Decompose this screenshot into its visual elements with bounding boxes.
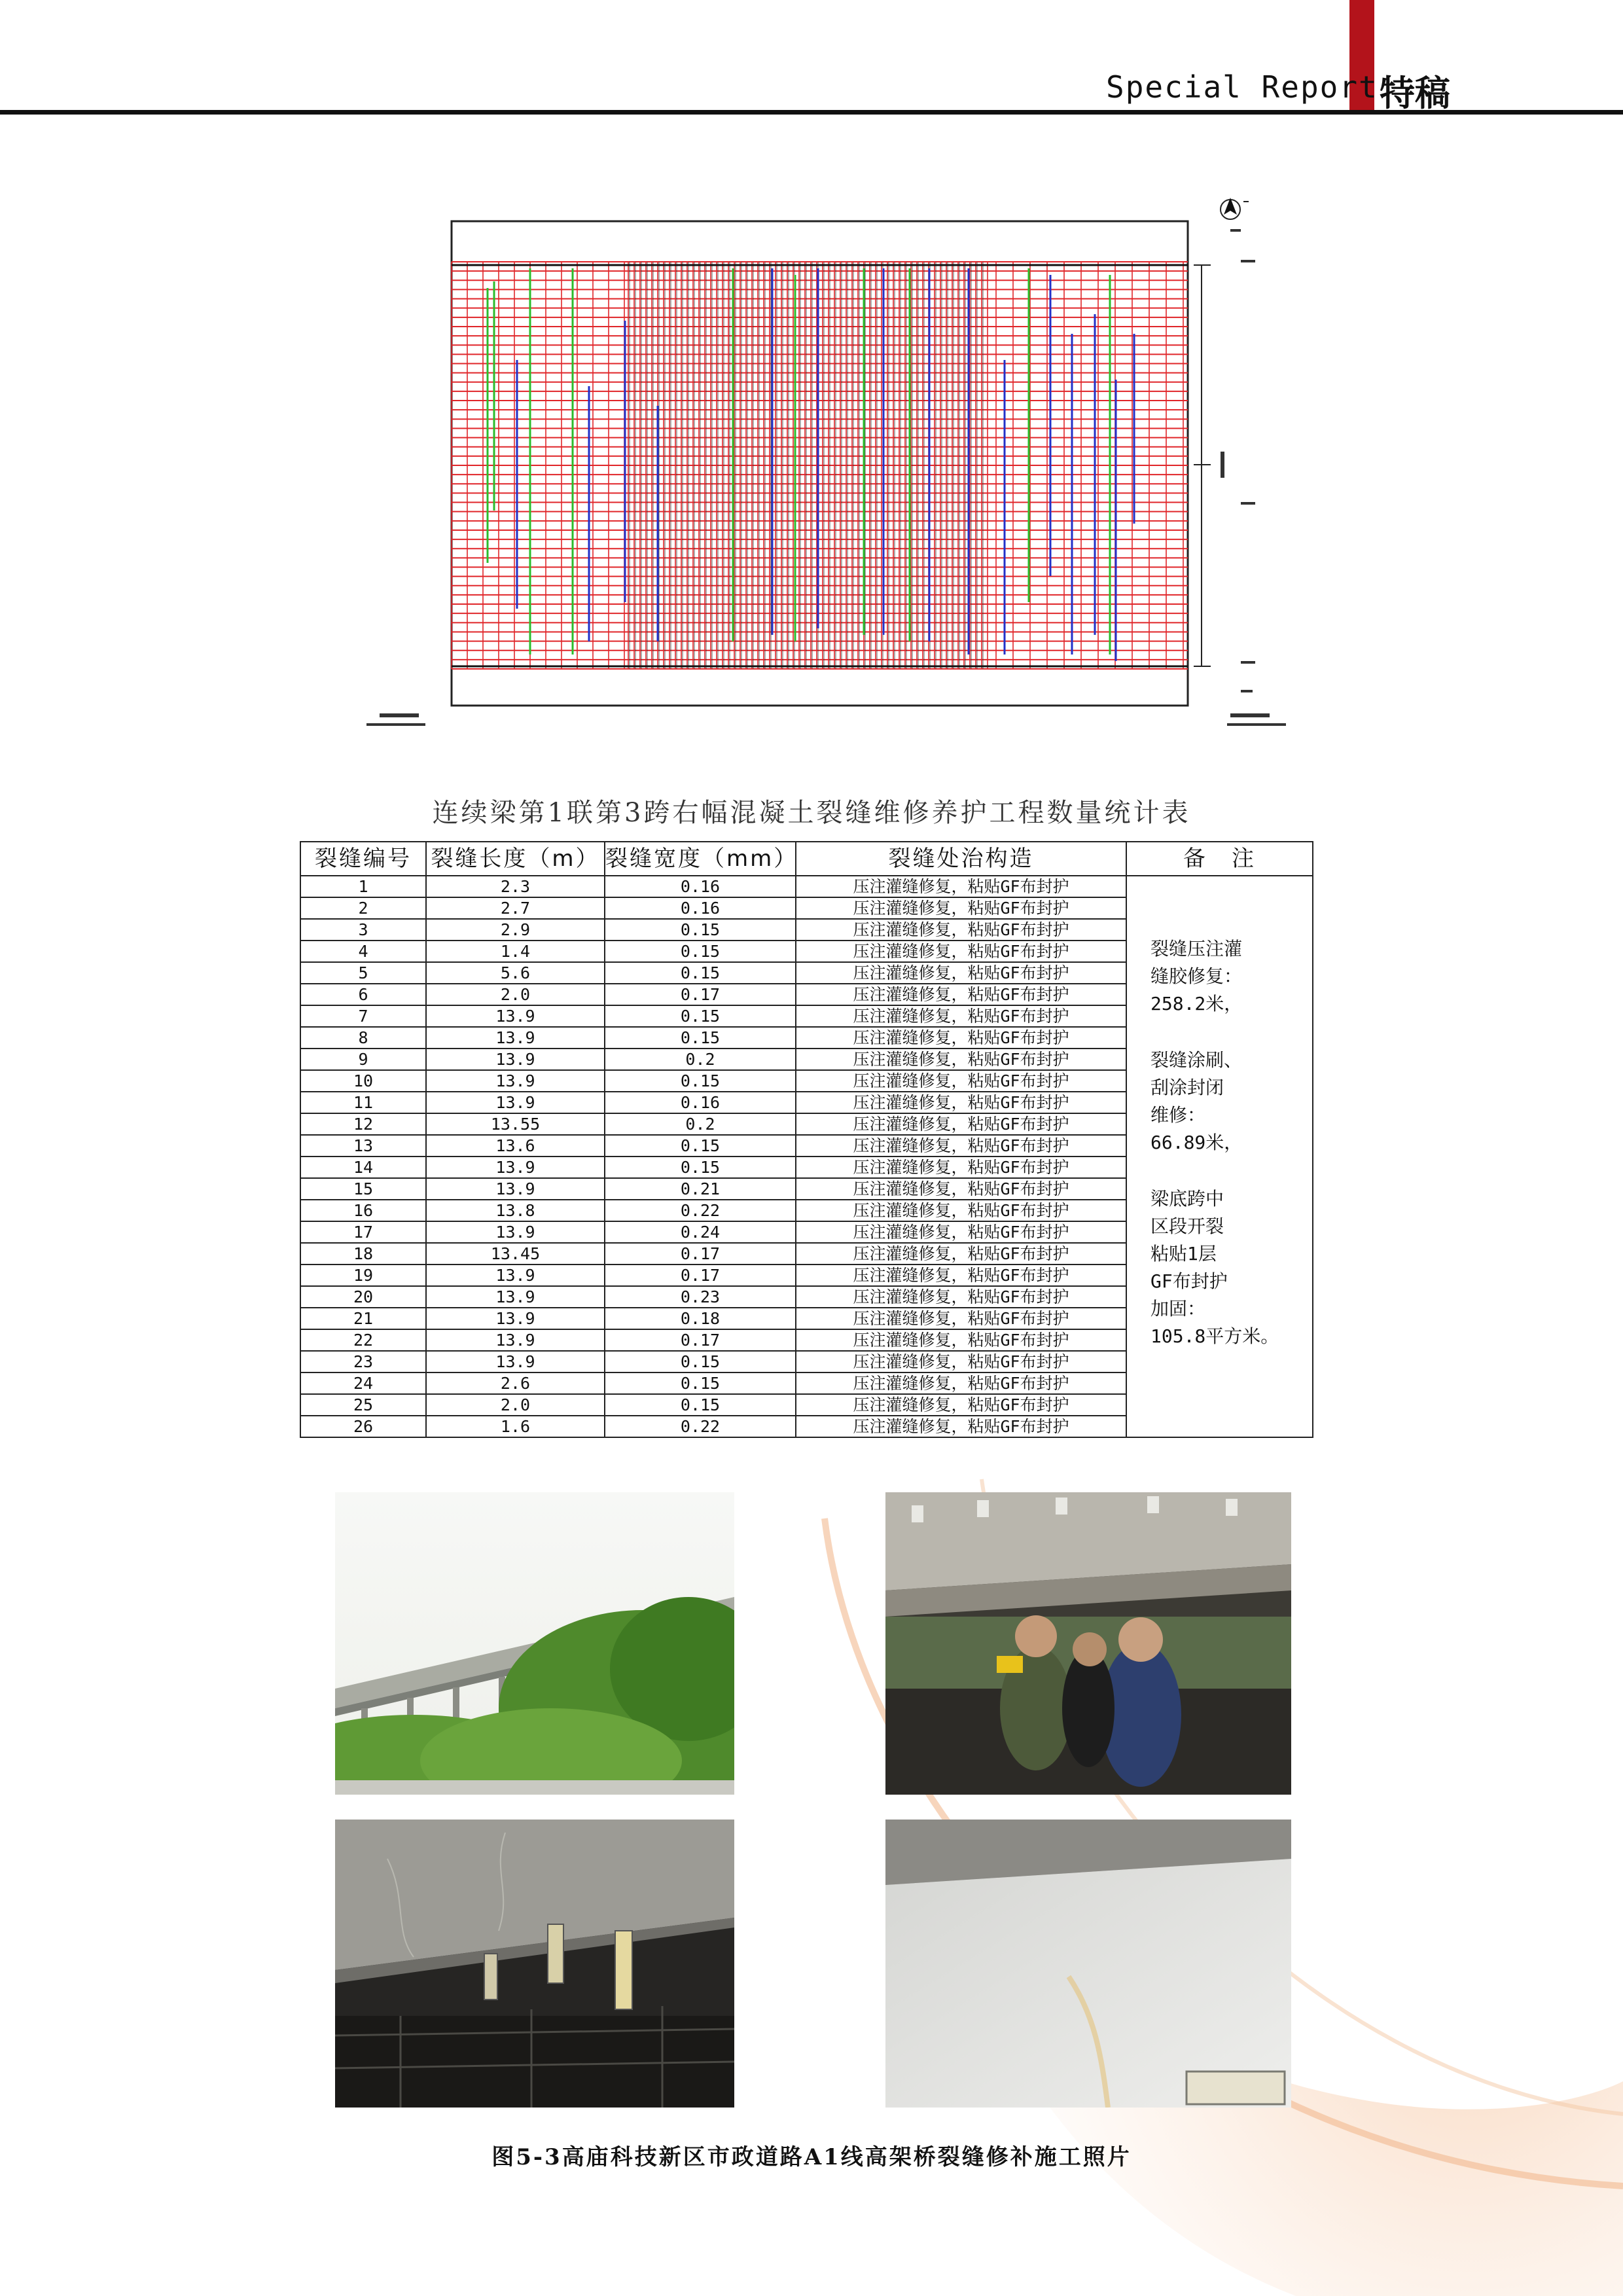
cell-crack-length: 1.4	[426, 941, 605, 962]
cell-crack-id: 17	[300, 1221, 426, 1243]
cell-treatment: 压注灌缝修复，粘贴GF布封护	[796, 1070, 1126, 1092]
cell-crack-id: 19	[300, 1265, 426, 1286]
cell-crack-id: 10	[300, 1070, 426, 1092]
cell-crack-length: 13.55	[426, 1113, 605, 1135]
cell-crack-id: 6	[300, 984, 426, 1005]
remark-text: 裂缝压注灌 缝胶修复： 258.2米，	[1150, 938, 1243, 1014]
crack-distribution-drawing	[366, 183, 1315, 746]
cell-crack-length: 2.0	[426, 1394, 605, 1416]
cell-crack-length: 13.45	[426, 1243, 605, 1265]
cell-crack-width: 0.15	[605, 1070, 796, 1092]
cell-crack-length: 13.9	[426, 1157, 605, 1178]
cell-crack-length: 2.3	[426, 876, 605, 897]
cell-treatment: 压注灌缝修复，粘贴GF布封护	[796, 1286, 1126, 1308]
cell-crack-id: 15	[300, 1178, 426, 1200]
cell-crack-width: 0.24	[605, 1221, 796, 1243]
cell-crack-width: 0.17	[605, 1265, 796, 1286]
header-crack-id: 裂缝编号	[300, 842, 426, 876]
remarks-cell	[1126, 876, 1313, 1437]
cell-crack-width: 0.15	[605, 1157, 796, 1178]
cell-crack-id: 26	[300, 1416, 426, 1437]
bridge-overview-photo	[335, 1492, 734, 1795]
cell-treatment: 压注灌缝修复，粘贴GF布封护	[796, 1243, 1126, 1265]
header-title-en: Special Report	[1106, 69, 1378, 105]
cell-treatment: 压注灌缝修复，粘贴GF布封护	[796, 1157, 1126, 1178]
cell-crack-width: 0.16	[605, 897, 796, 919]
remark-text: 梁底跨中 区段开裂 粘贴1层 GF布封护 加固： 105.8平方米。	[1150, 1188, 1279, 1347]
cell-treatment: 压注灌缝修复，粘贴GF布封护	[796, 1394, 1126, 1416]
cell-crack-width: 0.15	[605, 1005, 796, 1027]
cell-crack-id: 1	[300, 876, 426, 897]
cell-crack-width: 0.22	[605, 1200, 796, 1221]
cell-crack-id: 18	[300, 1243, 426, 1265]
cell-crack-id: 12	[300, 1113, 426, 1135]
header-crack-width: 裂缝宽度（mm）	[605, 842, 796, 876]
cell-crack-length: 2.6	[426, 1372, 605, 1394]
cell-crack-width: 0.15	[605, 1394, 796, 1416]
cell-crack-length: 13.9	[426, 1329, 605, 1351]
cell-crack-width: 0.23	[605, 1286, 796, 1308]
cell-crack-length: 13.6	[426, 1135, 605, 1157]
cell-treatment: 压注灌缝修复，粘贴GF布封护	[796, 1049, 1126, 1070]
header-remarks: 备 注	[1126, 842, 1313, 876]
cell-crack-width: 0.15	[605, 1372, 796, 1394]
cell-crack-id: 7	[300, 1005, 426, 1027]
cell-treatment: 压注灌缝修复，粘贴GF布封护	[796, 1308, 1126, 1329]
cell-treatment: 压注灌缝修复，粘贴GF布封护	[796, 876, 1126, 897]
cell-crack-width: 0.15	[605, 1351, 796, 1372]
cell-treatment: 压注灌缝修复，粘贴GF布封护	[796, 1113, 1126, 1135]
cell-treatment: 压注灌缝修复，粘贴GF布封护	[796, 1221, 1126, 1243]
sealed-beam-photo	[885, 1820, 1291, 2108]
cell-crack-length: 13.9	[426, 1308, 605, 1329]
cell-crack-length: 13.9	[426, 1092, 605, 1113]
cell-crack-length: 2.7	[426, 897, 605, 919]
cell-treatment: 压注灌缝修复，粘贴GF布封护	[796, 1265, 1126, 1286]
cell-crack-length: 2.0	[426, 984, 605, 1005]
cell-crack-id: 23	[300, 1351, 426, 1372]
cell-crack-length: 13.9	[426, 1178, 605, 1200]
cell-crack-id: 24	[300, 1372, 426, 1394]
cell-treatment: 压注灌缝修复，粘贴GF布封护	[796, 984, 1126, 1005]
cell-crack-id: 21	[300, 1308, 426, 1329]
figure-caption: 图5-3高庙科技新区市政道路A1线高架桥裂缝修补施工照片	[491, 2144, 1132, 2170]
header-crack-length: 裂缝长度（m）	[426, 842, 605, 876]
cell-treatment: 压注灌缝修复，粘贴GF布封护	[796, 1005, 1126, 1027]
cell-crack-width: 0.18	[605, 1308, 796, 1329]
cell-treatment: 压注灌缝修复，粘贴GF布封护	[796, 962, 1126, 984]
cell-crack-width: 0.17	[605, 1329, 796, 1351]
cell-crack-width: 0.15	[605, 962, 796, 984]
cell-crack-length: 13.9	[426, 1286, 605, 1308]
cell-crack-length: 13.9	[426, 1351, 605, 1372]
cell-crack-id: 2	[300, 897, 426, 919]
injection-devices-photo	[335, 1820, 734, 2108]
workers-injecting-photo	[885, 1492, 1291, 1795]
cell-treatment: 压注灌缝修复，粘贴GF布封护	[796, 941, 1126, 962]
cell-crack-length: 13.9	[426, 1027, 605, 1049]
cell-crack-length: 13.9	[426, 1265, 605, 1286]
cell-crack-length: 13.9	[426, 1049, 605, 1070]
cell-crack-width: 0.2	[605, 1049, 796, 1070]
cell-crack-id: 3	[300, 919, 426, 941]
drawing-frame	[366, 198, 1286, 726]
cell-crack-length: 13.9	[426, 1221, 605, 1243]
table-row	[300, 876, 1313, 897]
cell-crack-length: 13.8	[426, 1200, 605, 1221]
cell-crack-length: 2.9	[426, 919, 605, 941]
cell-crack-width: 0.15	[605, 941, 796, 962]
cell-treatment: 压注灌缝修复，粘贴GF布封护	[796, 1200, 1126, 1221]
cell-treatment: 压注灌缝修复，粘贴GF布封护	[796, 1416, 1126, 1437]
table-header-row	[300, 842, 1313, 876]
cell-crack-id: 13	[300, 1135, 426, 1157]
cell-crack-id: 25	[300, 1394, 426, 1416]
cell-treatment: 压注灌缝修复，粘贴GF布封护	[796, 1329, 1126, 1351]
cell-crack-id: 9	[300, 1049, 426, 1070]
crack-statistics-table	[300, 841, 1313, 1438]
cell-crack-width: 0.17	[605, 984, 796, 1005]
cell-treatment: 压注灌缝修复，粘贴GF布封护	[796, 1351, 1126, 1372]
cell-crack-id: 8	[300, 1027, 426, 1049]
cell-crack-id: 22	[300, 1329, 426, 1351]
cell-crack-id: 5	[300, 962, 426, 984]
cell-crack-width: 0.2	[605, 1113, 796, 1135]
cell-treatment: 压注灌缝修复，粘贴GF布封护	[796, 1178, 1126, 1200]
cell-crack-id: 16	[300, 1200, 426, 1221]
cell-crack-width: 0.15	[605, 919, 796, 941]
cell-crack-length: 5.6	[426, 962, 605, 984]
cell-crack-width: 0.16	[605, 876, 796, 897]
cell-crack-id: 11	[300, 1092, 426, 1113]
cell-crack-id: 4	[300, 941, 426, 962]
header-treatment: 裂缝处治构造	[796, 842, 1126, 876]
cell-crack-width: 0.15	[605, 1135, 796, 1157]
cell-crack-length: 13.9	[426, 1070, 605, 1092]
cell-treatment: 压注灌缝修复，粘贴GF布封护	[796, 1092, 1126, 1113]
cell-crack-id: 20	[300, 1286, 426, 1308]
cell-treatment: 压注灌缝修复，粘贴GF布封护	[796, 897, 1126, 919]
cell-crack-width: 0.15	[605, 1027, 796, 1049]
cell-treatment: 压注灌缝修复，粘贴GF布封护	[796, 919, 1126, 941]
cell-crack-length: 1.6	[426, 1416, 605, 1437]
cell-crack-width: 0.22	[605, 1416, 796, 1437]
header-title-zh: 特稿	[1380, 73, 1450, 114]
cell-crack-width: 0.17	[605, 1243, 796, 1265]
cell-crack-width: 0.21	[605, 1178, 796, 1200]
cell-crack-id: 14	[300, 1157, 426, 1178]
cell-crack-length: 13.9	[426, 1005, 605, 1027]
cell-treatment: 压注灌缝修复，粘贴GF布封护	[796, 1027, 1126, 1049]
cell-treatment: 压注灌缝修复，粘贴GF布封护	[796, 1135, 1126, 1157]
remark-text: 裂缝涂刷、 刮涂封闭 维修： 66.89米，	[1150, 1049, 1243, 1153]
cell-treatment: 压注灌缝修复，粘贴GF布封护	[796, 1372, 1126, 1394]
cell-crack-width: 0.16	[605, 1092, 796, 1113]
table-title: 连续梁第1联第3跨右幅混凝土裂缝维修养护工程数量统计表	[432, 798, 1191, 828]
